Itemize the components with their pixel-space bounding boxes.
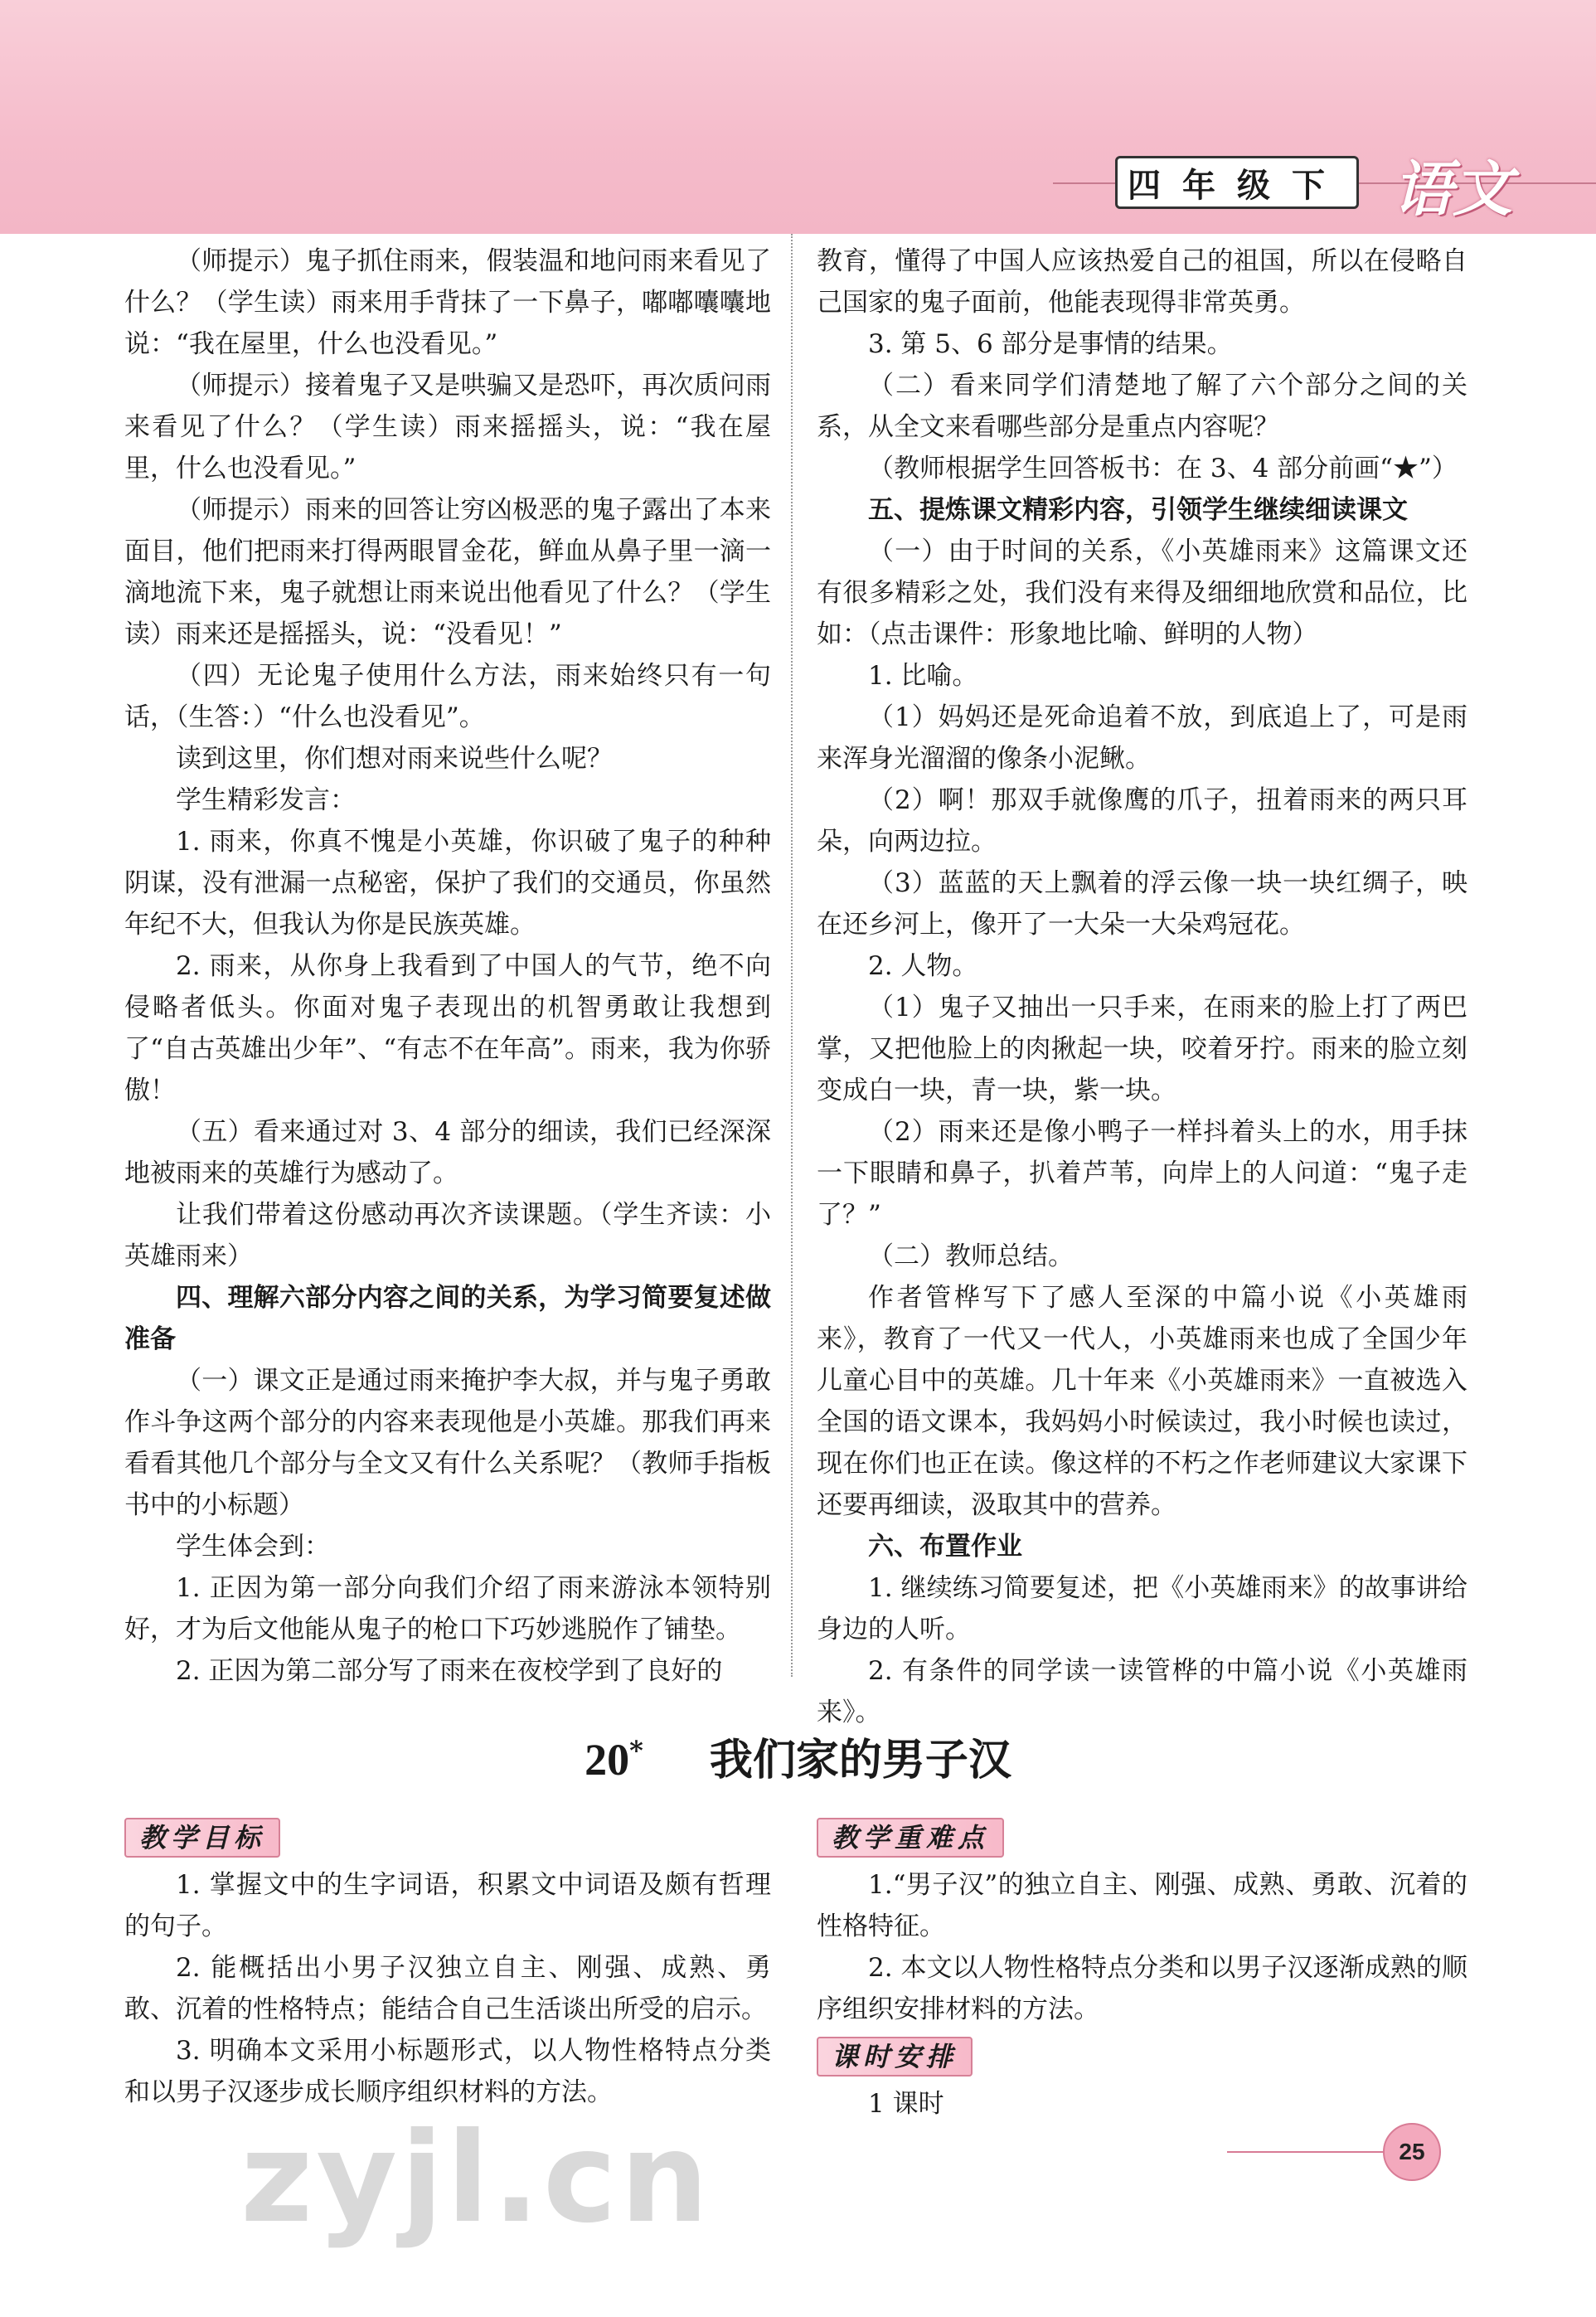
paragraph: 作者管桦写下了感人至深的中篇小说《小英雄雨来》，教育了一代又一代人，小英雄雨来也成了全国少年儿童心目中的英雄。几十年来《小英雄雨来》一直被选入全国的语文课本，我妈妈小时候读过，我小时候也读过，现在你们也正在读。像这样的不朽之作老师建议大家课下还要再细读，汲取其中的营养。 bbox=[817, 1283, 1467, 1520]
paragraph: 让我们带着这份感动再次齐读课题。（学生齐读：小英雄雨来） bbox=[124, 1200, 771, 1271]
paragraph: （二）看来同学们清楚地了解了六个部分之间的关系，从全文来看哪些部分是重点内容呢？ bbox=[817, 371, 1467, 442]
objectives-section bbox=[124, 1818, 771, 2113]
key-points-label: 教学重难点 bbox=[817, 1818, 1004, 1858]
key-point-item: 2. 本文以人物性格特点分类和以男子汉逐渐成熟的顺序组织安排材料的方法。 bbox=[817, 1953, 1467, 2024]
left-column bbox=[124, 240, 771, 1692]
right-column bbox=[817, 240, 1467, 1733]
lesson-mark: * bbox=[629, 1734, 643, 1766]
paragraph: （1）鬼子又抽出一只手来，在雨来的脸上打了两巴掌，又把他脸上的肉揪起一块，咬着牙拧。雨来的脸立刻变成白一块，青一块，紫一块。 bbox=[817, 993, 1467, 1105]
objectives-label: 教学目标 bbox=[124, 1818, 280, 1858]
lesson-title bbox=[0, 1725, 1596, 1787]
watermark: zyjl.cn bbox=[240, 2106, 712, 2251]
key-points-section bbox=[817, 1818, 1467, 2125]
schedule-value: 1 课时 bbox=[868, 2089, 944, 2119]
paragraph: （教师根据学生回答板书：在 3、4 部分前画“★”） bbox=[868, 454, 1458, 483]
paragraph: 学生精彩发言： bbox=[176, 785, 356, 815]
paragraph: 读到这里，你们想对雨来说些什么呢？ bbox=[176, 744, 613, 774]
paragraph: （师提示）接着鬼子又是哄骗又是恐吓，再次质问雨来看见了什么？（学生读）雨来摇摇头，说：“我在屋里，什么也没看见。” bbox=[124, 371, 771, 483]
paragraph: 1. 继续练习简要复述，把《小英雄雨来》的故事讲给身边的人听。 bbox=[817, 1573, 1467, 1644]
paragraph: 教育，懂得了中国人应该热爱自己的祖国，所以在侵略自己国家的鬼子面前，他能表现得非常英勇。 bbox=[817, 246, 1467, 318]
paragraph: 学生体会到： bbox=[176, 1532, 330, 1562]
paragraph: （一）课文正是通过雨来掩护李大叔，并与鬼子勇敢作斗争这两个部分的内容来表现他是小英雄。那我们再来看看其他几个部分与全文又有什么关系呢？（教师手指板书中的小标题） bbox=[124, 1366, 771, 1520]
paragraph: （2）雨来还是像小鸭子一样抖着头上的水，用手抹一下眼睛和鼻子，扒着芦苇，向岸上的人问道：“鬼子走了？” bbox=[817, 1117, 1467, 1230]
paragraph: （师提示）雨来的回答让穷凶极恶的鬼子露出了本来面目，他们把雨来打得两眼冒金花，鲜血从鼻子里一滴一滴地流下来，鬼子就想让雨来说出他看见了什么？（学生读）雨来还是摇摇头，说：“没看见！” bbox=[124, 495, 771, 649]
paragraph: 1. 正因为第一部分向我们介绍了雨来游泳本领特别好，才为后文他能从鬼子的枪口下巧妙逃脱作了铺垫。 bbox=[124, 1573, 771, 1644]
paragraph: （师提示）鬼子抓住雨来，假装温和地问雨来看见了什么？（学生读）雨来用手背抹了一下鼻子，嘟嘟囔囔地说：“我在屋里，什么也没看见。” bbox=[124, 246, 771, 359]
subject-logo: 语文 bbox=[1393, 153, 1513, 224]
paragraph: 1. 雨来，你真不愧是小英雄，你识破了鬼子的种种阴谋，没有泄漏一点秘密，保护了我们的交通员，你虽然年纪不大，但我认为你是民族英雄。 bbox=[124, 827, 771, 940]
page-number: 25 bbox=[1383, 2123, 1441, 2181]
paragraph: 1. 比喻。 bbox=[868, 661, 978, 691]
paragraph: （1）妈妈还是死命追着不放，到底追上了，可是雨来浑身光溜溜的像条小泥鳅。 bbox=[817, 702, 1467, 774]
page-number-rule bbox=[1227, 2151, 1385, 2153]
paragraph: 2. 正因为第二部分写了雨来在夜校学到了良好的 bbox=[176, 1656, 723, 1686]
section-heading: 五、提炼课文精彩内容，引领学生继续细读课文 bbox=[868, 495, 1408, 525]
paragraph: （五）看来通过对 3、4 部分的细读，我们已经深深地被雨来的英雄行为感动了。 bbox=[124, 1117, 771, 1188]
paragraph: （一）由于时间的关系，《小英雄雨来》这篇课文还有很多精彩之处，我们没有来得及细细地欣赏和品位，比如：（点击课件：形象地比喻、鲜明的人物） bbox=[817, 537, 1467, 649]
lesson-name: 我们家的男子汉 bbox=[709, 1735, 1011, 1785]
section-heading: 六、布置作业 bbox=[868, 1532, 1022, 1562]
key-point-item: 1.“男子汉”的独立自主、刚强、成熟、勇敢、沉着的性格特征。 bbox=[817, 1870, 1467, 1941]
header-banner bbox=[0, 0, 1596, 234]
paragraph: 2. 有条件的同学读一读管桦的中篇小说《小英雄雨来》。 bbox=[817, 1656, 1467, 1727]
column-divider bbox=[791, 234, 793, 1677]
grade-label: 四年级下 bbox=[1115, 156, 1359, 209]
objective-item: 3. 明确本文采用小标题形式，以人物性格特点分类和以男子汉逐步成长顺序组织材料的方法。 bbox=[124, 2036, 771, 2107]
paragraph: 3. 第 5、6 部分是事情的结果。 bbox=[868, 329, 1233, 359]
objective-item: 2. 能概括出小男子汉独立自主、刚强、成熟、勇敢、沉着的性格特点；能结合自己生活谈出所受的启示。 bbox=[124, 1953, 771, 2024]
lesson-number: 20 bbox=[585, 1735, 630, 1785]
paragraph: （四）无论鬼子使用什么方法，雨来始终只有一句话，（生答：）“什么也没看见”。 bbox=[124, 661, 771, 732]
schedule-label: 课时安排 bbox=[817, 2037, 973, 2077]
objective-item: 1. 掌握文中的生字词语，积累文中词语及颇有哲理的句子。 bbox=[124, 1870, 771, 1941]
section-heading: 四、理解六部分内容之间的关系，为学习简要复述做准备 bbox=[124, 1283, 771, 1354]
paragraph: 2. 人物。 bbox=[868, 951, 978, 981]
paragraph: （二）教师总结。 bbox=[868, 1241, 1074, 1271]
paragraph: （3）蓝蓝的天上飘着的浮云像一块一块红绸子，映在还乡河上，像开了一大朵一大朵鸡冠花。 bbox=[817, 868, 1467, 940]
paragraph: 2. 雨来，从你身上我看到了中国人的气节，绝不向侵略者低头。你面对鬼子表现出的机智勇敢让我想到了“自古英雄出少年”、“有志不在年高”。雨来，我为你骄傲！ bbox=[124, 951, 771, 1105]
paragraph: （2）啊！那双手就像鹰的爪子，扭着雨来的两只耳朵，向两边拉。 bbox=[817, 785, 1467, 857]
